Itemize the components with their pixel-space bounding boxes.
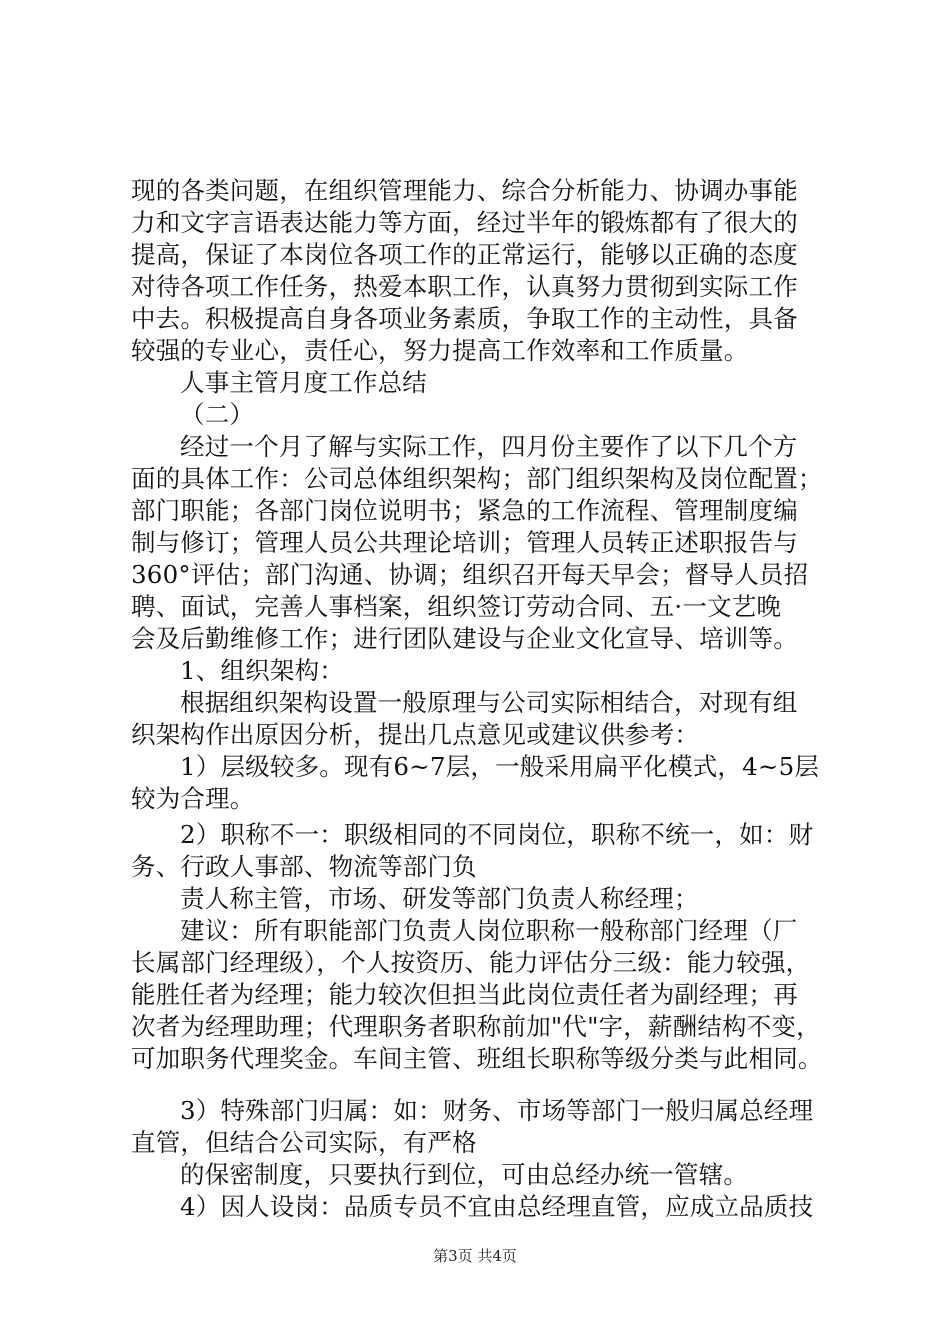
text-line: 次者为经理助理；代理职务者职称前加"代"字，薪酬结构不变， xyxy=(131,1012,821,1041)
text-line: 经过一个月了解与实际工作，四月份主要作了以下几个方 xyxy=(180,432,798,461)
text-line: 较强的专业心，责任心，努力提高工作效率和工作质量。 xyxy=(131,336,749,365)
text-line: 较为合理。 xyxy=(131,784,255,813)
text-line: 责人称主管，市场、研发等部门负责人称经理； xyxy=(180,884,699,913)
text-line: 360°评估；部门沟通、协调；组织召开每天早会；督导人员招 xyxy=(131,560,809,589)
section-title: 人事主管月度工作总结 xyxy=(180,368,427,397)
text-line: 可加职务代理奖金。车间主管、班组长职称等级分类与此相同。 xyxy=(131,1044,823,1073)
text-line: 4）因人设岗：品质专员不宜由总经理直管，应成立品质技 xyxy=(180,1192,814,1221)
text-line: 部门职能；各部门岗位说明书；紧急的工作流程、管理制度编 xyxy=(131,496,798,525)
text-line: 力和文字言语表达能力等方面，经过半年的锻炼都有了很大的 xyxy=(131,208,798,237)
text-line: 中去。积极提高自身各项业务素质，争取工作的主动性，具备 xyxy=(131,304,798,333)
text-line: 务、行政人事部、物流等部门负 xyxy=(131,852,477,881)
text-line: 的保密制度，只要执行到位，可由总经办统一管辖。 xyxy=(180,1160,749,1189)
text-line: 3）特殊部门归属：如：财务、市场等部门一般归属总经理 xyxy=(180,1096,814,1125)
text-line: 建议：所有职能部门负责人岗位职称一般称部门经理（厂 xyxy=(180,916,798,945)
text-line: 2）职称不一：职级相同的不同岗位，职称不统一，如：财 xyxy=(180,820,814,849)
text-line: 1）层级较多。现有6~7层，一般采用扁平化模式，4~5层 xyxy=(180,752,820,781)
text-line: 提高，保证了本岗位各项工作的正常运行，能够以正确的态度 xyxy=(131,240,798,269)
section-heading: 1、组织架构： xyxy=(180,656,344,685)
text-line: 对待各项工作任务，热爱本职工作，认真努力贯彻到实际工作 xyxy=(131,272,798,301)
text-line: 长属部门经理级），个人按资历、能力评估分三级：能力较强， xyxy=(131,948,811,977)
text-line: 现的各类问题，在组织管理能力、综合分析能力、协调办事能 xyxy=(131,176,798,205)
text-line: 聘、面试，完善人事档案，组织签订劳动合同、五·一文艺晚 xyxy=(131,592,782,621)
text-line: 根据组织架构设置一般原理与公司实际相结合，对现有组 xyxy=(180,688,798,717)
text-line: 会及后勤维修工作；进行团队建设与企业文化宣导、培训等。 xyxy=(131,624,798,653)
text-line: 织架构作出原因分析，提出几点意见或建议供参考： xyxy=(131,720,700,749)
text-line: 直管，但结合公司实际，有严格 xyxy=(131,1128,477,1157)
section-subtitle: （二） xyxy=(180,400,255,429)
text-line: 制与修订；管理人员公共理论培训；管理人员转正述职报告与 xyxy=(131,528,798,557)
text-line: 面的具体工作：公司总体组织架构；部门组织架构及岗位配置； xyxy=(131,464,823,493)
page-footer: 第3页 共4页 xyxy=(433,1247,517,1265)
text-line: 能胜任者为经理；能力较次但担当此岗位责任者为副经理；再 xyxy=(131,980,798,1009)
